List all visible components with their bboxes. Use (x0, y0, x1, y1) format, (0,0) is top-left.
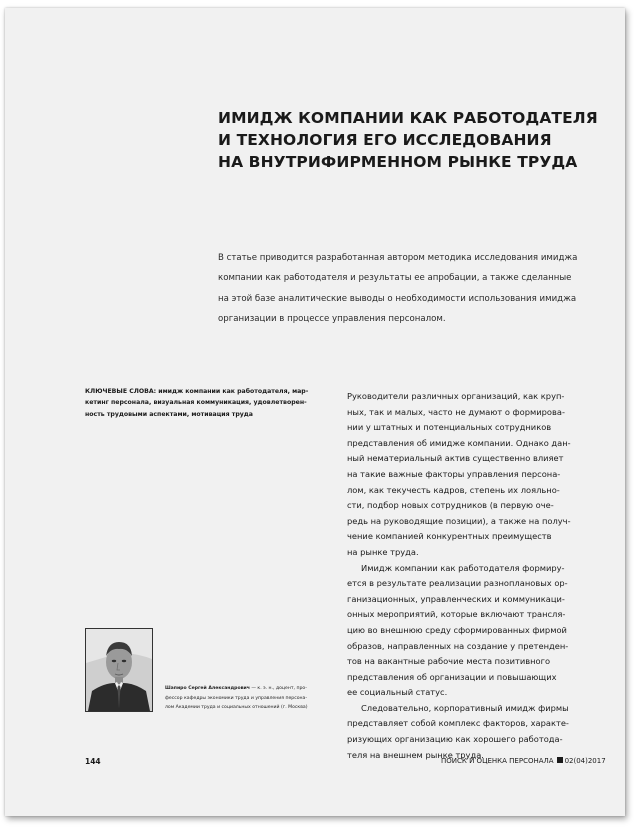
body-text-column (347, 389, 597, 763)
author-portrait-icon (86, 629, 152, 711)
journal-page (5, 8, 625, 816)
body-line: на рынке труда. (347, 546, 419, 557)
body-line: ется в результате реализации разноплановых ор- (347, 578, 568, 589)
body-line: лом, как текучесть кадров, степень их лояльно- (347, 484, 560, 495)
body-line: на такие важные факторы управления персона- (347, 468, 561, 479)
author-line: лом Академии труда и социальных отношений (г. Москва) (165, 705, 308, 711)
title-line: НА ВНУТРИФИРМЕННОМ РЫНКЕ ТРУДА (218, 153, 578, 171)
body-line: онных мероприятий, которые включают трансля- (347, 609, 566, 620)
article-abstract (218, 248, 590, 330)
keywords-line: ность трудовыми аспектами, мотивация труда (85, 410, 253, 418)
keywords-block (85, 386, 340, 420)
body-line: цию во внешнюю среду сформированных фирмой (347, 624, 567, 635)
body-line: ганизационных, управленческих и коммуникаци- (347, 593, 565, 604)
keywords-line: КЛЮЧЕВЫЕ СЛОВА: имидж компании как работодателя, мар- (85, 388, 309, 395)
abstract-line: организации в процессе управления персоналом. (218, 314, 446, 325)
body-line: Следовательно, корпоративный имидж фирмы (361, 702, 569, 713)
body-line: представляет собой комплекс факторов, характе- (347, 718, 569, 729)
journal-name: ПОИСК И ОЦЕНКА ПЕРСОНАЛА (441, 757, 554, 765)
abstract-line: компании как работодателя и результаты ее апробации, а также сделанные (218, 273, 572, 284)
journal-footer (441, 757, 606, 765)
body-line: образов, направленных на создание у претенден- (347, 640, 569, 651)
author-credentials: — к. э. н., доцент, про- (249, 686, 307, 691)
author-photo (85, 628, 153, 712)
body-line: редь на руководящие позиции), а также на получ- (347, 515, 571, 526)
body-line: тов на вакантные рабочие места позитивного (347, 656, 551, 667)
author-name: Шапиро Сергей Александрович (165, 686, 250, 691)
body-line: ных, так и малых, часто не думают о формирова- (347, 406, 565, 417)
square-bullet-icon (557, 757, 563, 763)
author-line: фессор кафедры экономики труда и управления персона- (165, 695, 308, 701)
body-line: нии у штатных и потенциальных сотрудников (347, 422, 552, 433)
body-line: чение компанией конкурентных преимуществ (347, 531, 552, 542)
title-line: И ТЕХНОЛОГИЯ ЕГО ИССЛЕДОВАНИЯ (218, 131, 552, 149)
author-line (165, 684, 335, 694)
body-line: сти, подбор новых сотрудников (в первую оче- (347, 500, 554, 511)
body-line: представления об имидже компании. Однако дан- (347, 437, 571, 448)
body-line: Руководители различных организаций, как круп- (347, 391, 565, 401)
article-title (218, 107, 608, 173)
abstract-line: В статье приводится разработанная автором методика исследования имиджа (218, 253, 578, 263)
body-line: ризующих организацию как хорошего работода- (347, 734, 563, 745)
author-info (165, 684, 335, 713)
body-line: ее социальный статус. (347, 687, 448, 698)
title-line: ИМИДЖ КОМПАНИИ КАК РАБОТОДАТЕЛЯ (218, 109, 598, 127)
body-line: теля на внешнем рынке труда. (347, 749, 484, 760)
body-line: ный нематериальный актив существенно влияет (347, 453, 564, 464)
keywords-line: кетинг персонала, визуальная коммуникация, удовлетворен- (85, 399, 307, 407)
abstract-line: на этой базе аналитические выводы о необходимости использования имиджа (218, 293, 577, 304)
body-line: Имидж компании как работодателя формиру- (361, 562, 565, 573)
page-number: 144 (85, 757, 101, 766)
body-line: представления об организации и повышающих (347, 671, 557, 682)
journal-issue: 02(04)2017 (564, 757, 606, 765)
